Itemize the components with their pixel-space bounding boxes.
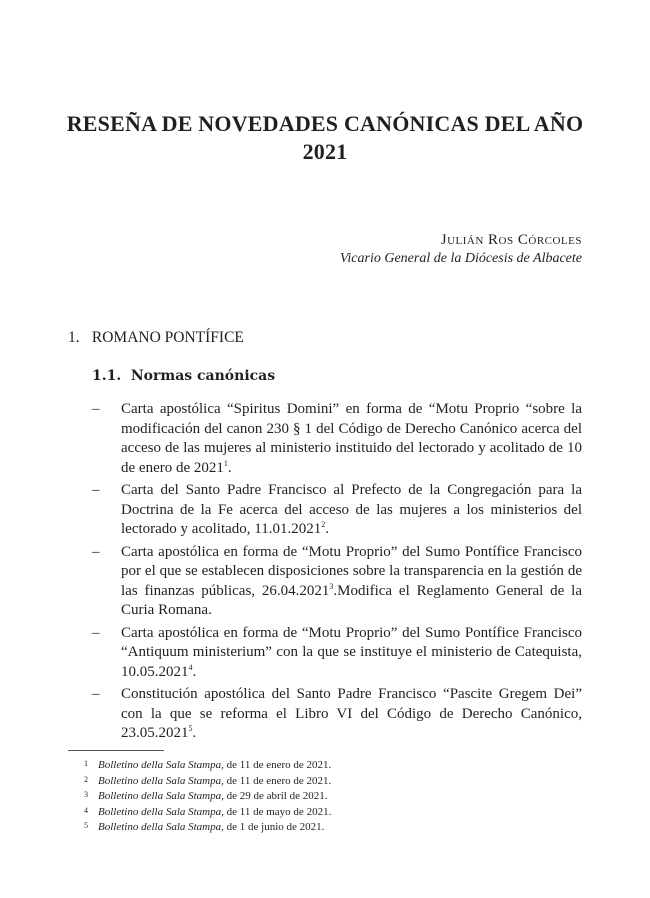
footnote-number: 4 bbox=[84, 805, 88, 815]
footnotes bbox=[74, 758, 331, 836]
list-dash: – bbox=[92, 686, 100, 702]
subsection-number: 1.1. bbox=[92, 368, 122, 384]
footnote-number: 3 bbox=[84, 790, 88, 799]
author-name: Julián Ros Córcoles bbox=[440, 232, 582, 248]
item-text: Constitución apostólica del Santo Padre Francisco “Pascite Gregem Dei” con la que se reforma el Libro VI del Código de Derecho Canónico, 23.05.2021 bbox=[121, 686, 582, 741]
footnote bbox=[74, 789, 331, 805]
footnote bbox=[74, 774, 331, 790]
list-dash: – bbox=[92, 624, 100, 641]
item-text: Carta apostólica “Spiritus Domini” en forma de “Motu Proprio “sobre la modificación del canon 230 § 1 del Código de Derecho Canónico acerca del acceso de las mujeres al ministerio instituido del lectorado y acolitado de 10 de enero de 2021 bbox=[121, 401, 582, 476]
list-item bbox=[92, 481, 582, 540]
subsection-title: Normas canónicas bbox=[130, 368, 276, 384]
section-number: 1. bbox=[68, 329, 80, 346]
footnote-date: de 29 de abril de 2021. bbox=[223, 790, 328, 802]
list-item bbox=[92, 685, 582, 744]
subsection-heading bbox=[92, 366, 275, 386]
footnote-date: de 11 de enero de 2021. bbox=[223, 774, 332, 787]
item-text: Carta apostólica en forma de “Motu Proprio” del Sumo Pontífice Francisco por el que se establecen disposiciones sobre la transparencia en la gestión de las finanzas públicas, 26.04.2021 bbox=[121, 543, 582, 599]
norms-list bbox=[92, 400, 582, 747]
item-text-after: . bbox=[227, 459, 232, 476]
footnote-source: Bolletino della Sala Stampa, bbox=[98, 774, 224, 787]
item-text-after: .Modifica el Reglamento General de la Curia Romana. bbox=[121, 582, 582, 618]
footnote-ref[interactable]: 4 bbox=[188, 662, 193, 672]
footnote-source: Bolletino della Sala Stampa, bbox=[98, 805, 224, 818]
footnote-date: de 1 de junio de 2021. bbox=[223, 821, 325, 833]
footnote bbox=[74, 820, 331, 836]
footnote-ref[interactable]: 3 bbox=[329, 581, 334, 591]
author-block bbox=[340, 230, 582, 268]
list-item bbox=[92, 400, 582, 478]
item-text-after: . bbox=[325, 521, 329, 537]
footnote-source: Bolletino della Sala Stampa, bbox=[98, 790, 224, 802]
footnote-date: de 11 de enero de 2021. bbox=[223, 759, 332, 771]
footnote-number: 1 bbox=[84, 759, 88, 768]
footnote-number: 5 bbox=[84, 821, 88, 830]
footnote bbox=[74, 758, 331, 774]
item-text-after: . bbox=[192, 725, 197, 741]
item-text: Carta apostólica en forma de “Motu Proprio” del Sumo Pontífice Francisco “Antiquum ministerium” con la que se instituye el ministerio de Catequista, 10.05.2021 bbox=[121, 624, 582, 680]
item-text-after: . bbox=[192, 663, 197, 680]
footnote-ref[interactable]: 2 bbox=[321, 520, 326, 529]
footnote-separator bbox=[68, 750, 164, 751]
list-item bbox=[92, 543, 582, 621]
list-item bbox=[92, 624, 582, 683]
footnote bbox=[74, 805, 331, 821]
list-dash: – bbox=[92, 401, 100, 417]
section-title: ROMANO PONTÍFICE bbox=[91, 329, 244, 346]
author-role: Vicario General de la Diócesis de Albacete bbox=[339, 251, 582, 266]
item-text: Carta del Santo Padre Francisco al Prefecto de la Congregación para la Doctrina de la Fe acerca del acceso de las mujeres a los ministerios del lectorado y acolitado, 11.01.2021 bbox=[121, 482, 582, 537]
footnote-date: de 11 de mayo de 2021. bbox=[223, 805, 332, 818]
footnote-source: Bolletino della Sala Stampa, bbox=[98, 821, 224, 833]
footnote-number: 2 bbox=[84, 774, 88, 784]
footnote-ref[interactable]: 5 bbox=[188, 724, 193, 733]
list-dash: – bbox=[92, 543, 100, 560]
footnote-source: Bolletino della Sala Stampa, bbox=[98, 759, 224, 771]
list-dash: – bbox=[92, 482, 100, 498]
footnote-ref[interactable]: 1 bbox=[223, 458, 228, 468]
section-heading bbox=[68, 328, 244, 348]
page-title: RESEÑA DE NOVEDADES CANÓNICAS DEL AÑO 2021 bbox=[66, 111, 584, 164]
